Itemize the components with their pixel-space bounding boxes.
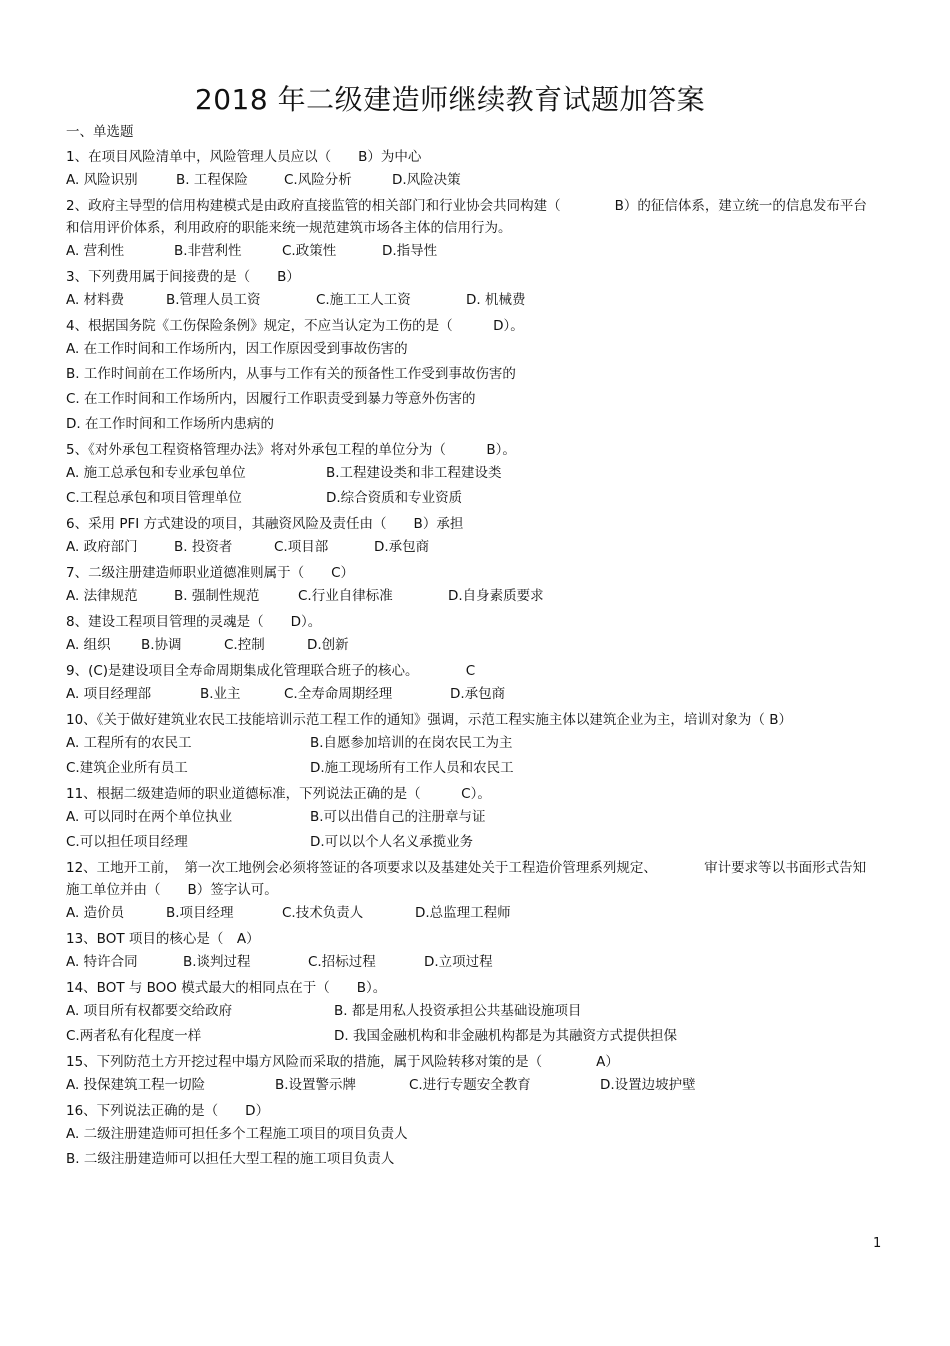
answer-option: D. 在工作时间和工作场所内患病的 — [66, 416, 274, 432]
answer-option: A. 法律规范 — [66, 588, 138, 604]
question-text: 1、在项目风险清单中，风险管理人员应以（ B）为中心 — [66, 149, 422, 165]
answer-option: A. 施工总承包和专业承包单位 — [66, 465, 246, 481]
answer-options — [66, 633, 878, 658]
answer-option: D.承包商 — [374, 539, 430, 555]
answer-options — [66, 682, 878, 707]
answer-options — [66, 535, 878, 560]
answer-option: B. 投资者 — [174, 539, 233, 555]
answer-options — [66, 168, 878, 193]
question-text: 6、采用 PFI 方式建设的项目，其融资风险及责任由（ B）承担 — [66, 516, 464, 532]
answer-option: C.进行专题安全教育 — [409, 1077, 531, 1093]
answer-option: C.风险分析 — [284, 172, 352, 188]
answer-option: A. 可以同时在两个单位执业 — [66, 809, 233, 825]
answer-option: B.管理人员工资 — [166, 292, 261, 308]
answer-option: C.可以担任项目经理 — [66, 834, 188, 850]
answer-option: D.风险决策 — [392, 172, 461, 188]
answer-option: D.指导性 — [382, 243, 438, 259]
question-list — [66, 120, 878, 1172]
answer-option: A. 风险识别 — [66, 172, 138, 188]
question-text: 5、《对外承包工程资格管理办法》将对外承包工程的单位分为（ B）。 — [66, 442, 516, 458]
section-heading: 一、单选题 — [66, 124, 134, 140]
answer-option: A. 在工作时间和工作场所内，因工作原因受到事故伤害的 — [66, 341, 408, 357]
answer-option: A. 项目经理部 — [66, 686, 152, 702]
question-text: 2、政府主导型的信用构建模式是由政府直接监管的相关部门和行业协会共同构建（ B）的征信体系，建立统一的信息发布平台和信用评价体系，利用政府的职能来统一规范建筑市场各主体的信用行为。 — [66, 198, 867, 236]
answer-option: A. 特许合同 — [66, 954, 138, 970]
answer-option: C.工程总承包和项目管理单位 — [66, 490, 242, 506]
answer-option: C.控制 — [224, 637, 265, 653]
answer-option: C.施工工人工资 — [316, 292, 411, 308]
answer-option: C. 在工作时间和工作场所内，因履行工作职责受到暴力等意外伤害的 — [66, 391, 476, 407]
question-text: 7、二级注册建造师职业道德准则属于（ C） — [66, 565, 355, 581]
answer-options — [66, 830, 878, 855]
question-text: 13、BOT 项目的核心是（ A） — [66, 931, 260, 947]
answer-options — [66, 805, 878, 830]
answer-option: C.技术负责人 — [282, 905, 364, 921]
answer-option: B. 二级注册建造师可以担任大型工程的施工项目负责人 — [66, 1151, 395, 1167]
answer-option: D.创新 — [307, 637, 349, 653]
question-text: 14、BOT 与 BOO 模式最大的相同点在于（ B）。 — [66, 980, 387, 996]
answer-option: A. 项目所有权都要交给政府 — [66, 1003, 233, 1019]
answer-options — [66, 731, 878, 756]
question-text: 10、《关于做好建筑业农民工技能培训示范工程工作的通知》强调，示范工程实施主体以建筑企业为主，培训对象为（ B） — [66, 712, 792, 728]
document-title: 2018 年二级建造师继续教育试题加答案 — [194, 83, 706, 116]
answer-options — [66, 901, 878, 926]
answer-option: B. 都是用私人投资承担公共基础设施项目 — [334, 1003, 582, 1019]
question-text: 8、建设工程项目管理的灵魂是（ D）。 — [66, 614, 322, 630]
answer-option: D. 机械费 — [466, 292, 526, 308]
answer-option: A. 造价员 — [66, 905, 125, 921]
question-text: 9、(C)是建设项目全寿命周期集成化管理联合班子的核心。 C — [66, 663, 476, 679]
answer-options — [66, 950, 878, 975]
question-text: 16、下列说法正确的是（ D） — [66, 1103, 270, 1119]
answer-option: C.招标过程 — [308, 954, 376, 970]
answer-option: A. 材料费 — [66, 292, 125, 308]
answer-options — [66, 486, 878, 511]
answer-option: D. 我国金融机构和非金融机构都是为其融资方式提供担保 — [334, 1028, 677, 1044]
answer-option: B. 强制性规范 — [174, 588, 260, 604]
page-number: 1 — [873, 1236, 882, 1251]
answer-option: D.承包商 — [450, 686, 506, 702]
answer-option: A. 投保建筑工程一切险 — [66, 1077, 206, 1093]
answer-option: B.自愿参加培训的在岗农民工为主 — [310, 735, 513, 751]
answer-options — [66, 288, 878, 313]
answer-options — [66, 756, 878, 781]
answer-option: A. 组织 — [66, 637, 111, 653]
answer-option: D.立项过程 — [424, 954, 493, 970]
answer-option: B.工程建设类和非工程建设类 — [326, 465, 502, 481]
answer-option: A. 工程所有的农民工 — [66, 735, 192, 751]
answer-option: A. 营利性 — [66, 243, 125, 259]
answer-option: B. 工作时间前在工作场所内，从事与工作有关的预备性工作受到事故伤害的 — [66, 366, 516, 382]
answer-option: C.建筑企业所有员工 — [66, 760, 188, 776]
answer-options — [66, 461, 878, 486]
answer-option: B.项目经理 — [166, 905, 234, 921]
answer-option: A. 二级注册建造师可担任多个工程施工项目的项目负责人 — [66, 1126, 408, 1142]
answer-option: B.可以出借自己的注册章与证 — [310, 809, 486, 825]
answer-option: C.行业自律标准 — [298, 588, 393, 604]
answer-option: B.业主 — [200, 686, 241, 702]
question-text: 12、工地开工前， 第一次工地例会必须将签证的各项要求以及基建处关于工程造价管理系列规定、 审计要求等以书面形式告知施工单位并由（ B）签字认可。 — [66, 860, 867, 898]
answer-option: D.设置边坡护壁 — [600, 1077, 696, 1093]
answer-option: C.两者私有化程度一样 — [66, 1028, 202, 1044]
question-text: 15、下列防范土方开挖过程中塌方风险而采取的措施，属于风险转移对策的是（ A） — [66, 1054, 619, 1070]
answer-option: A. 政府部门 — [66, 539, 138, 555]
answer-option: D.总监理工程师 — [415, 905, 511, 921]
answer-option: D.可以以个人名义承揽业务 — [310, 834, 474, 850]
answer-options — [66, 584, 878, 609]
answer-option: B.协调 — [141, 637, 182, 653]
answer-option: C.项目部 — [274, 539, 329, 555]
answer-option: B. 工程保险 — [176, 172, 248, 188]
answer-option: D.施工现场所有工作人员和农民工 — [310, 760, 514, 776]
answer-option: B.谈判过程 — [183, 954, 251, 970]
answer-options — [66, 999, 878, 1024]
answer-option: C.全寿命周期经理 — [284, 686, 393, 702]
answer-options — [66, 1073, 878, 1098]
answer-option: B.非营利性 — [174, 243, 242, 259]
answer-option: D.综合资质和专业资质 — [326, 490, 463, 506]
answer-options — [66, 1024, 878, 1049]
question-text: 11、根据二级建造师的职业道德标准，下列说法正确的是（ C）。 — [66, 786, 491, 802]
answer-option: B.设置警示牌 — [275, 1077, 357, 1093]
answer-options — [66, 239, 878, 264]
question-text: 4、根据国务院《工伤保险条例》规定，不应当认定为工伤的是（ D）。 — [66, 318, 524, 334]
answer-option: C.政策性 — [282, 243, 337, 259]
answer-option: D.自身素质要求 — [448, 588, 544, 604]
question-text: 3、下列费用属于间接费的是（ B） — [66, 269, 300, 285]
